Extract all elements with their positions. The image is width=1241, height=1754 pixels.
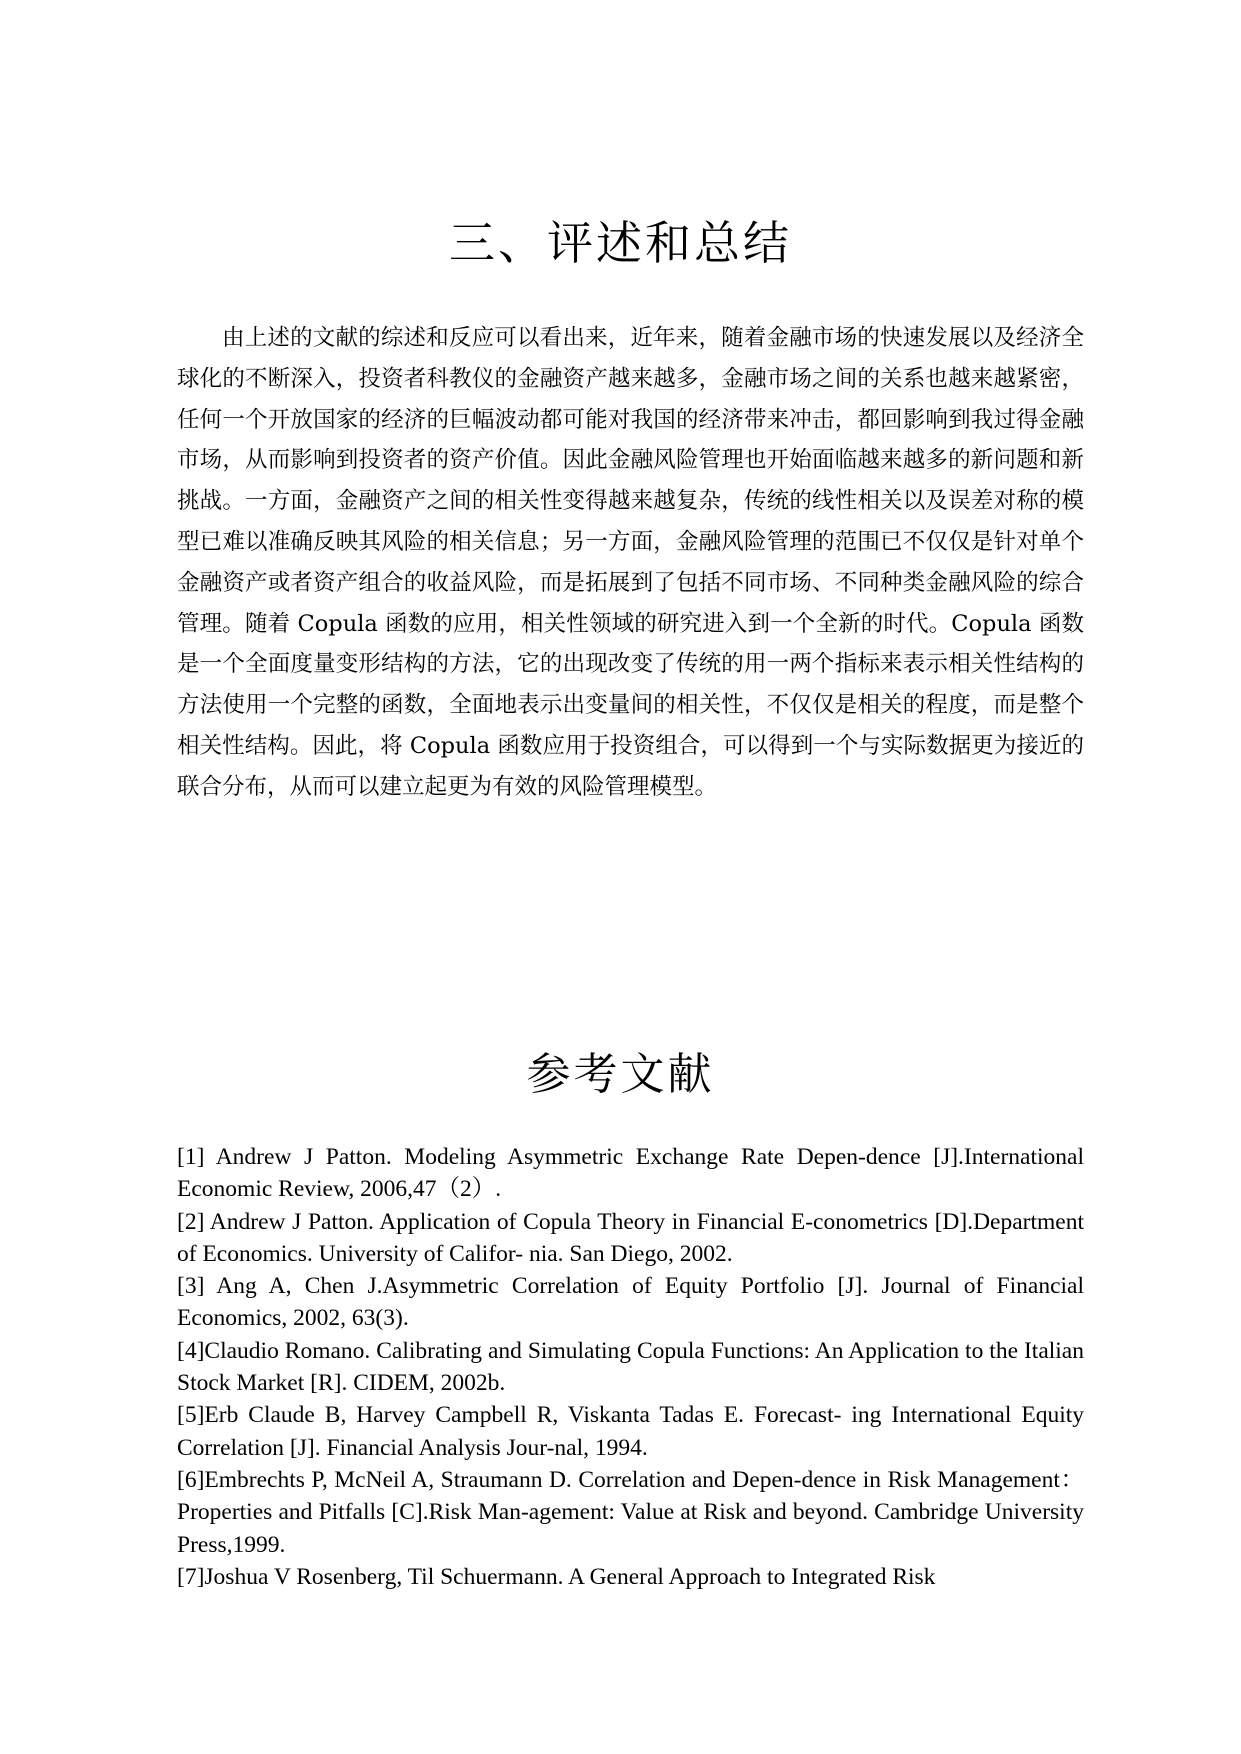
reference-item-4: [4]Claudio Romano. Calibrating and Simulating Copula Functions: An Application to the Italian Stock Market [R]. CIDEM, 2002b.	[177, 1337, 1084, 1397]
section-title: 三、评述和总结	[449, 216, 792, 270]
reference-item-3: [3] Ang A, Chen J.Asymmetric Correlation of Equity Portfolio [J]. Journal of Financial Economics, 2002, 63(3).	[177, 1273, 1084, 1332]
reference-item-5: [5]Erb Claude B, Harvey Campbell R, Viskanta Tadas E. Forecast- ing International Equity Correlation [J]. Financial Analysis Jour-nal, 1994.	[177, 1402, 1084, 1461]
reference-item-2: [2] Andrew J Patton. Application of Copula Theory in Financial E-conometrics [D].Department of Economics. University of Califor- nia. San Diego, 2002.	[177, 1208, 1084, 1267]
reference-item-6: [6]Embrechts P, McNeil A, Straumann D. Correlation and Depen-dence in Risk Management：Properties and Pitfalls [C].Risk Man-agement: Value at Risk and beyond. Cambridge University Press,1999.	[177, 1466, 1084, 1558]
review-summary-paragraph: 由上述的文献的综述和反应可以看出来，近年来，随着金融市场的快速发展以及经济全球化的不断深入，投资者科教仪的金融资产越来越多，金融市场之间的关系也越来越紧密，任何一个开放国家的经济的巨幅波动都可能对我国的经济带来冲击，都回影响到我过得金融市场，从而影响到投资者的资产价值。因此金融风险管理也开始面临越来越多的新问题和新挑战。一方面，金融资产之间的相关性变得越来越复杂，传统的线性相关以及误差对称的模型已难以准确反映其风险的相关信息；另一方面，金融风险管理的范围已不仅仅是针对单个金融资产或者资产组合的收益风险，而是拓展到了包括不同市场、不同种类金融风险的综合管理。随着 Copula 函数的应用，相关性领域的研究进入到一个全新的时代。Copula 函数是一个全面度量变形结构的方法，它的出现改变了传统的用一两个指标来表示相关性结构的方法使用一个完整的函数，全面地表示出变量间的相关性，不仅仅是相关的程度，而是整个相关性结构。因此，将 Copula 函数应用于投资组合，可以得到一个与实际数据更为接近的联合分布，从而可以建立起更为有效的风险管理模型。	[177, 325, 1084, 800]
reference-item-7: [7]Joshua V Rosenberg, Til Schuermann. A General Approach to Integrated Risk	[177, 1563, 936, 1590]
reference-item-1: [1] Andrew J Patton. Modeling Asymmetric Exchange Rate Depen-dence [J].International Economic Review, 2006,47（2）.	[177, 1144, 1084, 1203]
references-list	[177, 1141, 1084, 1593]
references-title: 参考文献	[526, 1049, 715, 1100]
